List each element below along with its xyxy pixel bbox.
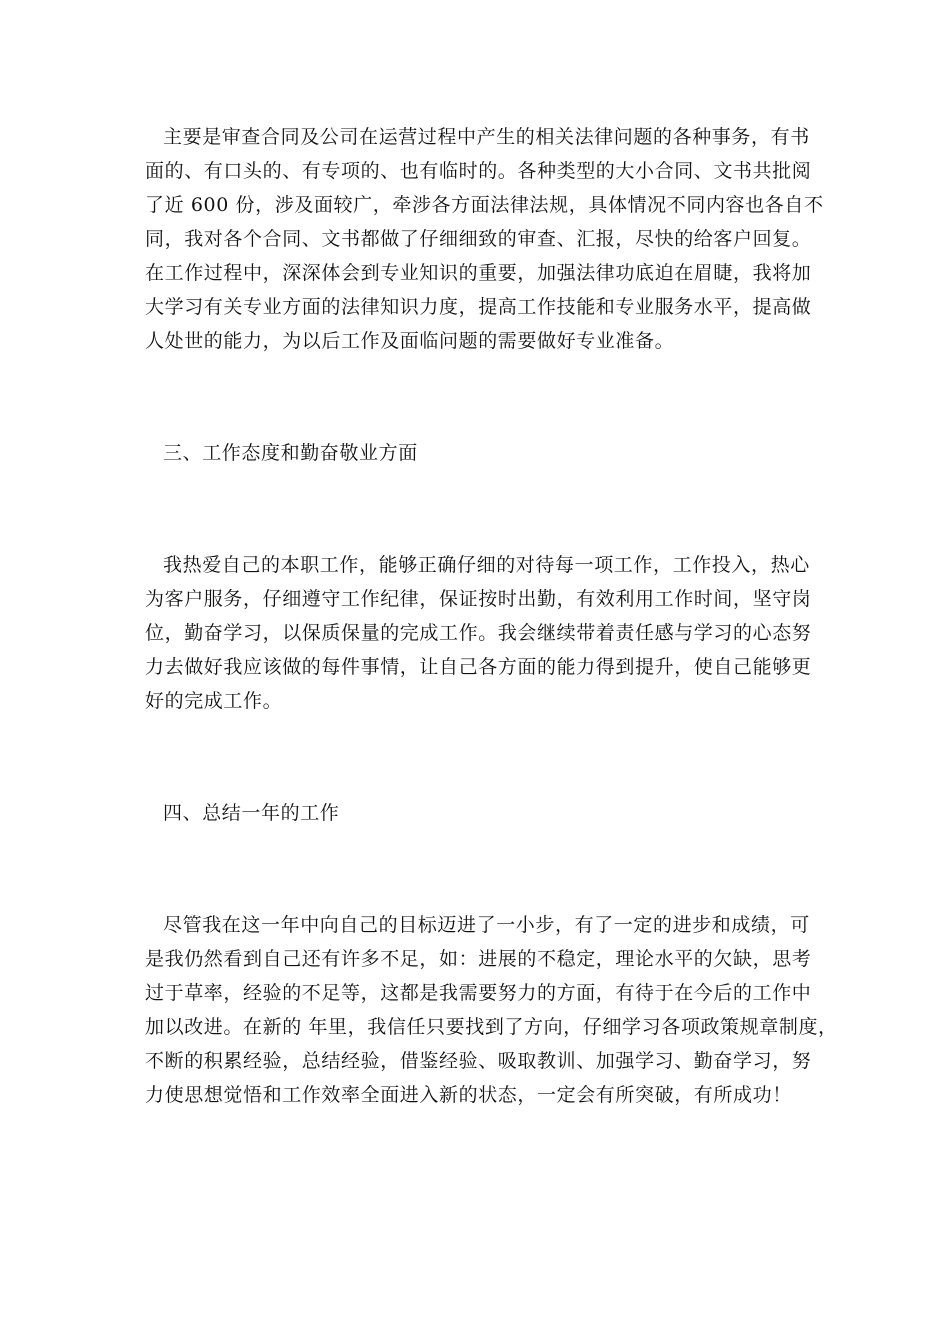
paragraph-3-line-3: 过于草率，经验的不足等，这都是我需要努力的方面，有待于在今后的工作中 xyxy=(145,982,812,1004)
paragraph-3-line-1: 尽管我在这一年中向自己的目标迈进了一小步，有了一定的进步和成绩，可 xyxy=(163,914,810,936)
paragraph-1-line-6: 大学习有关专业方面的法律知识力度，提高工作技能和专业服务水平，提高做 xyxy=(145,296,812,318)
paragraph-3-line-4: 加以改进。在新的 年里，我信任只要找到了方向，仔细学习各项政策规章制度， xyxy=(145,1016,838,1038)
paragraph-1-line-4: 同，我对各个合同、文书都做了仔细细致的审查、汇报，尽快的给客户回复。 xyxy=(145,228,812,250)
paragraph-2-line-4: 力去做好我应该做的每件事情，让自己各方面的能力得到提升，使自己能够更 xyxy=(145,656,812,678)
paragraph-2-line-5: 好的完成工作。 xyxy=(145,690,283,712)
paragraph-1-line-1: 主要是审查合同及公司在运营过程中产生的相关法律问题的各种事务，有书 xyxy=(163,126,810,148)
section-heading-3: 三、工作态度和勤奋敬业方面 xyxy=(163,442,418,464)
paragraph-1-line-2: 面的、有口头的、有专项的、也有临时的。各种类型的大小合同、文书共批阅 xyxy=(145,160,812,182)
paragraph-3-line-6: 力使思想觉悟和工作效率全面进入新的状态，一定会有所突破，有所成功！ xyxy=(145,1084,792,1106)
paragraph-2-line-1: 我热爱自己的本职工作，能够正确仔细的对待每一项工作，工作投入，热心 xyxy=(163,554,810,576)
paragraph-1-line-3: 了近 600 份，涉及面较广，牵涉各方面法律法规，具体情况不同内容也各自不 xyxy=(145,194,824,216)
paragraph-3-line-5: 不断的积累经验，总结经验，借鉴经验、吸取教训、加强学习、勤奋学习，努 xyxy=(145,1050,812,1072)
paragraph-1-line-5: 在工作过程中，深深体会到专业知识的重要，加强法律功底迫在眉睫，我将加 xyxy=(145,262,812,284)
paragraph-2-line-2: 为客户服务，仔细遵守工作纪律，保证按时出勤，有效利用工作时间，坚守岗 xyxy=(145,588,812,610)
paragraph-1-line-7: 人处世的能力，为以后工作及面临问题的需要做好专业准备。 xyxy=(145,330,675,352)
paragraph-3-line-2: 是我仍然看到自己还有许多不足，如：进展的不稳定，理论水平的欠缺，思考 xyxy=(145,948,812,970)
section-heading-4: 四、总结一年的工作 xyxy=(163,802,340,824)
paragraph-2-line-3: 位，勤奋学习，以保质保量的完成工作。我会继续带着责任感与学习的心态努 xyxy=(145,622,812,644)
